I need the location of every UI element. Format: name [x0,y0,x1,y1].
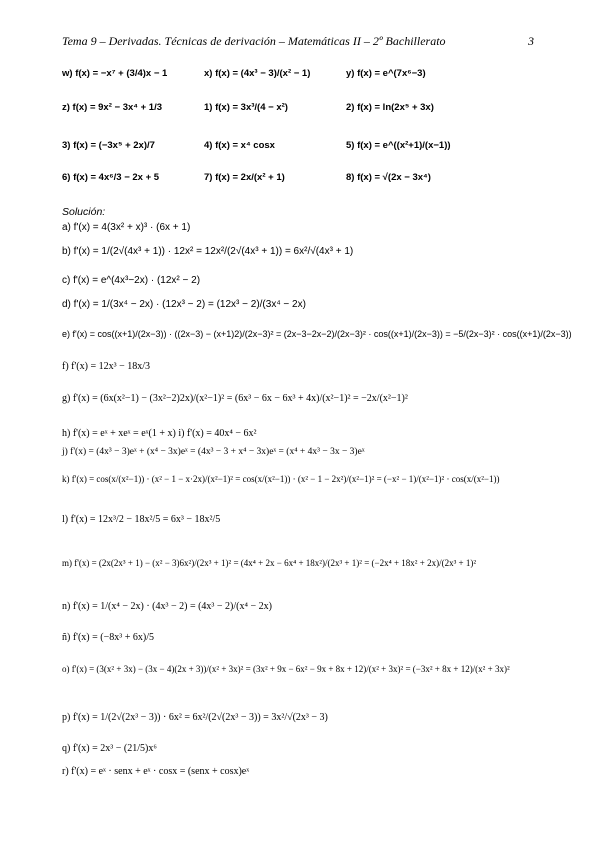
solution-h-i: h) f'(x) = eˣ + xeˣ = eˣ(1 + x) i) f'(x) = 40x⁴ − 6x² [62,428,257,439]
exercise-7: 7) f(x) = 2x/(x² + 1) [204,172,285,183]
solution-q: q) f'(x) = 2x³ − (21/5)x⁶ [62,743,157,754]
exercise-y: y) f(x) = e^(7x⁶−3) [346,68,426,79]
page-header [62,34,534,49]
exercise-2: 2) f(x) = ln(2x⁵ + 3x) [346,102,434,113]
solution-b: b) f'(x) = 1/(2√(4x³ + 1)) · 12x² = 12x²/(2√(4x³ + 1)) = 6x²/√(4x³ + 1) [62,246,354,257]
exercise-w: w) f(x) = −x⁷ + (3/4)x − 1 [62,68,168,79]
solution-p: p) f'(x) = 1/(2√(2x³ − 3)) · 6x² = 6x²/(2√(2x³ − 3)) = 3x²/√(2x³ − 3) [62,712,328,723]
solution-g: g) f'(x) = (6x(x²−1) − (3x²−2)2x)/(x²−1)² = (6x³ − 6x − 6x³ + 4x)/(x²−1)² = −2x/(x²−1)² [62,393,408,404]
exercise-z: z) f(x) = 9x² − 3x⁴ + 1/3 [62,102,163,113]
solution-k: k) f'(x) = cos(x/(x²−1)) · (x² − 1 − x·2x)/(x²−1)² = cos(x/(x²−1)) · (x² − 1 − 2x²)/(x²−1)² = (−x² − 1)/(x²−1)² · cos(x/(x²−1)) [62,474,500,484]
solution-n: n) f'(x) = 1/(x⁴ − 2x) · (4x³ − 2) = (4x³ − 2)/(x⁴ − 2x) [62,601,272,612]
solution-title: Solución: [62,206,106,218]
exercise-6: 6) f(x) = 4x⁶/3 − 2x + 5 [62,172,160,183]
solution-m: m) f'(x) = (2x(2x³ + 1) − (x² − 3)6x²)/(2x³ + 1)² = (4x⁴ + 2x − 6x⁴ + 18x²)/(2x³ + 1)² = (−2x⁴ + 18x² + 2x)/(2x³ + 1)² [62,558,477,568]
solution-c: c) f'(x) = e^(4x³−2x) · (12x² − 2) [62,275,201,286]
header-title: Tema 9 – Derivadas. Técnicas de derivación – Matemáticas II – 2º Bachillerato [62,34,446,48]
exercise-3: 3) f(x) = (−3x⁵ + 2x)/7 [62,140,155,151]
exercise-x: x) f(x) = (4x³ − 3)/(x² − 1) [204,68,311,79]
solution-l: l) f'(x) = 12x³/2 − 18x²/5 = 6x³ − 18x²/5 [62,514,221,525]
solution-d: d) f'(x) = 1/(3x⁴ − 2x) · (12x³ − 2) = (12x³ − 2)/(3x⁴ − 2x) [62,299,306,310]
solution-e: e) f'(x) = cos((x+1)/(2x−3)) · ((2x−3) − (x+1)2)/(2x−3)² = (2x−3−2x−2)/(2x−3)² · cos((x+1)/(2x−3)) = −5/(2x−3)² · cos((x+1)/(2x−3)) [62,329,572,339]
exercise-4: 4) f(x) = x⁴ cosx [204,140,275,151]
solution-a: a) f'(x) = 4(3x² + x)³ · (6x + 1) [62,222,191,233]
exercise-1: 1) f(x) = 3x³/(4 − x²) [204,102,288,113]
solution-j: j) f'(x) = (4x³ − 3)eˣ + (x⁴ − 3x)eˣ = (4x³ − 3 + x⁴ − 3x)eˣ = (x⁴ + 4x³ − 3x − 3)eˣ [62,447,365,457]
solution-r: r) f'(x) = eˣ · senx + eˣ · cosx = (senx + cosx)eˣ [62,766,250,777]
solution-o: o) f'(x) = (3(x² + 3x) − (3x − 4)(2x + 3))/(x² + 3x)² = (3x² + 9x − 6x² − 9x + 8x + 12)/(x² + 3x)² = (−3x² + 8x + 12)/(x² + 3x)² [62,664,510,674]
solution-f: f) f'(x) = 12x³ − 18x/3 [62,361,151,372]
page-number: 3 [528,34,534,48]
solution-n-tilde: ñ) f'(x) = (−8x³ + 6x)/5 [62,632,154,643]
exercise-8: 8) f(x) = √(2x − 3x⁴) [346,172,431,183]
exercise-5: 5) f(x) = e^((x²+1)/(x−1)) [346,140,451,151]
